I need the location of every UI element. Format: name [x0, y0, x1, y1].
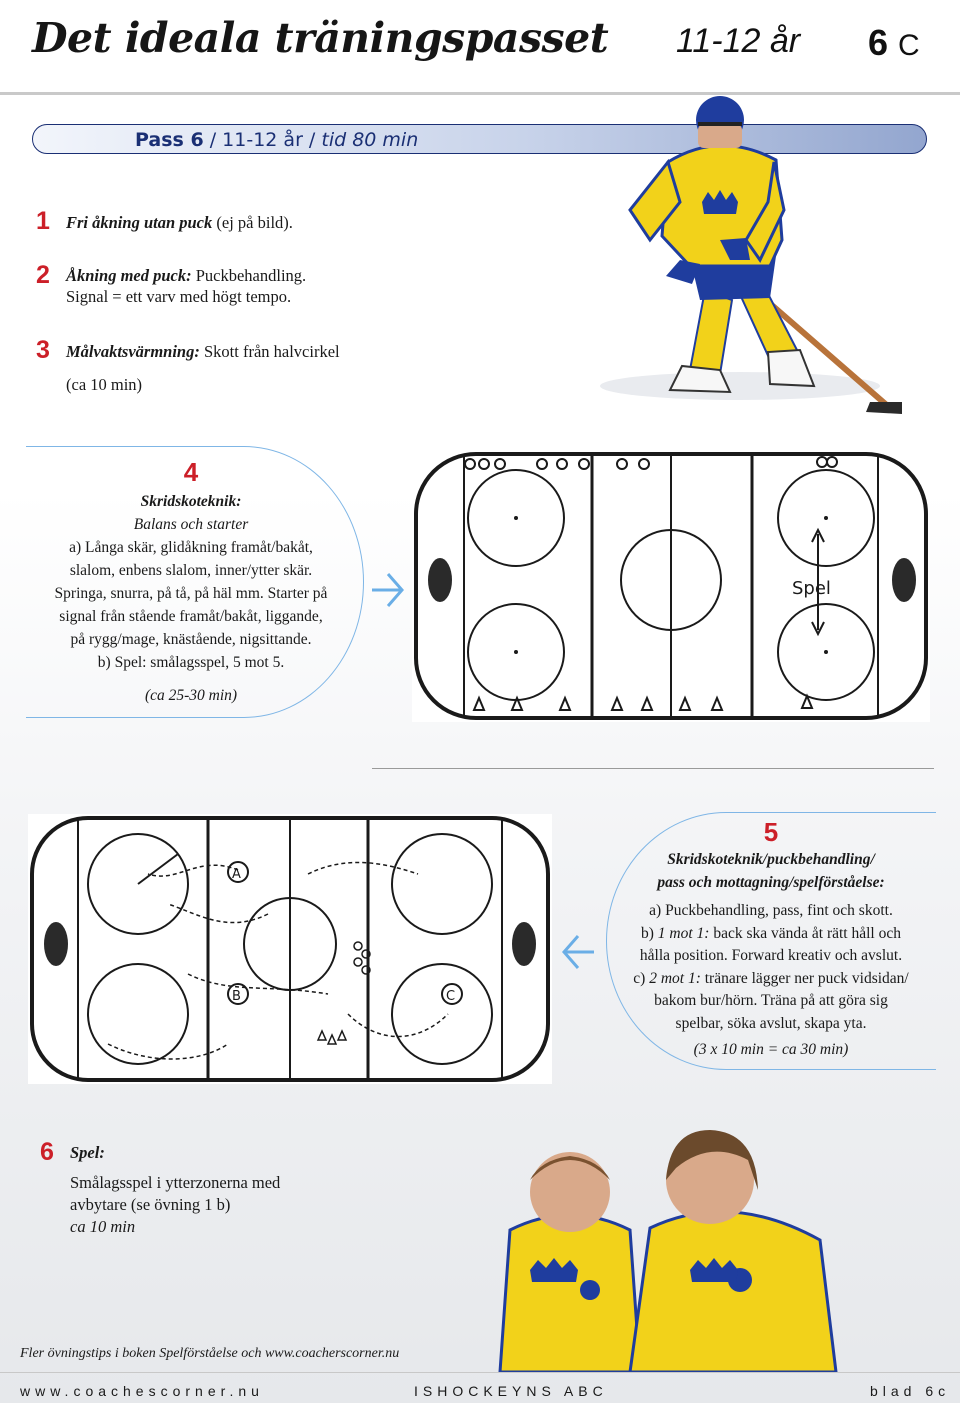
exercise-5-text: [606, 815, 936, 1062]
exercise-4-line: på rygg/mage, knästående, nigsittande.: [70, 631, 312, 648]
exercise-6-text: [70, 1138, 400, 1238]
section-divider: [372, 768, 934, 769]
exercise-4-line: slalom, enbens slalom, inner/ytter skär.: [69, 562, 313, 579]
rink-diagram-exercise-4: [412, 450, 930, 722]
exercise-5-heading-2: pass och mottagning/spelförståelse:: [657, 873, 885, 891]
item-2-title: Åkning med puck:: [66, 266, 192, 285]
exercise-5-b-prefix: b): [641, 924, 658, 942]
exercise-6-number: 6: [40, 1138, 54, 1166]
exercise-4-line: b) Spel: smålagsspel, 5 mot 5.: [97, 654, 285, 671]
players-photo: [490, 1120, 840, 1372]
rink-2-label-b: B: [232, 989, 241, 1004]
arrow-right-icon: [370, 570, 406, 610]
item-3-number: 3: [36, 336, 50, 364]
item-1-title: Fri åkning utan puck: [66, 213, 213, 232]
exercise-6-line1: Smålagsspel i ytterzonerna med: [70, 1173, 281, 1192]
exercise-6-time: ca 10 min: [70, 1217, 136, 1236]
rink-diagram-exercise-5: [28, 814, 552, 1084]
exercise-5-line-a: a) Puckbehandling, pass, fint och skott.: [649, 902, 893, 919]
item-2-line2: Signal = ett varv med högt tempo.: [66, 287, 292, 306]
exercise-5-c-prefix: c): [633, 969, 650, 987]
item-3-text: [66, 341, 340, 362]
exercise-4-text: [26, 446, 356, 707]
sheet-number-letter: C: [898, 29, 920, 62]
footer-publication: ISHOCKEYNS ABC: [414, 1383, 608, 1399]
item-2-desc: Puckbehandling.: [191, 266, 307, 285]
age-group: 11-12 år: [676, 22, 801, 60]
footer-sheet: blad 6c: [870, 1383, 951, 1399]
exercise-4-subheading: Balans och starter: [133, 516, 249, 533]
item-2-text: [66, 265, 306, 307]
exercise-5-b-rest: back ska vända åt rätt håll och: [709, 924, 901, 942]
exercise-4-line: a) Långa skär, glidåkning framåt/bakåt,: [69, 539, 313, 556]
item-3-desc: Skott från halvcirkel: [199, 342, 340, 361]
exercise-6-line2: avbytare (se övning 1 b): [70, 1195, 231, 1214]
page-title: Det ideala träningspasset: [32, 14, 609, 62]
hockey-player-image: [570, 90, 910, 420]
exercise-4-number: 4: [183, 457, 199, 487]
exercise-4-heading: Skridskoteknik:: [140, 493, 242, 510]
exercise-5-c-rest: tränare lägger ner puck vidsidan/: [700, 969, 909, 987]
sheet-number-digit: 6: [868, 22, 889, 63]
footer-note: Fler övningstips i boken Spelförståelse och www.coacherscorner.nu: [20, 1346, 400, 1361]
item-1-number: 1: [36, 207, 50, 235]
exercise-5-line-c: [606, 968, 936, 991]
banner-time: tid 80 min: [321, 129, 419, 151]
exercise-5-line-c3: spelbar, söka avslut, skapa yta.: [675, 1014, 867, 1032]
exercise-5-line-b2: hålla position. Forward kreativ och avslut.: [639, 947, 903, 964]
rink-2-label-c: C: [446, 989, 456, 1004]
exercise-6-heading: Spel:: [70, 1143, 105, 1162]
item-2-number: 2: [36, 261, 50, 289]
exercise-5-line-b: [606, 923, 936, 946]
item-1-desc: (ej på bild).: [212, 213, 293, 232]
sheet-number: [868, 22, 920, 64]
exercise-5-c-drill: 2 mot 1:: [649, 969, 701, 987]
item-1-text: [66, 212, 293, 233]
item-3-time: (ca 10 min): [66, 375, 143, 394]
rink-2-label-a: A: [232, 867, 241, 882]
exercise-5-b-drill: 1 mot 1:: [657, 924, 710, 942]
banner-age: / 11-12 år /: [203, 129, 322, 151]
rink-1-label: Spel: [792, 578, 831, 599]
item-3-title: Målvaktsvärmning:: [66, 342, 200, 361]
exercise-4-line: Springa, snurra, på tå, på häl mm. Starter på: [54, 585, 328, 602]
exercise-5-number: 5: [763, 817, 779, 847]
exercise-5-heading: Skridskoteknik/puckbehandling/: [667, 851, 875, 868]
exercise-5-time: (3 x 10 min = ca 30 min): [693, 1041, 849, 1058]
exercise-4-time: (ca 25-30 min): [144, 687, 238, 704]
footer-website: www.coachescorner.nu: [20, 1383, 264, 1399]
arrow-left-icon: [560, 932, 596, 972]
exercise-4-line: signal från stående framåt/bakåt, liggande,: [59, 608, 323, 625]
footer-rule: [0, 1372, 960, 1373]
banner-session: Pass 6: [135, 129, 204, 151]
footer-bar: [0, 1380, 960, 1403]
exercise-5-line-c2: bakom bur/hörn. Träna på att göra sig: [654, 992, 888, 1009]
